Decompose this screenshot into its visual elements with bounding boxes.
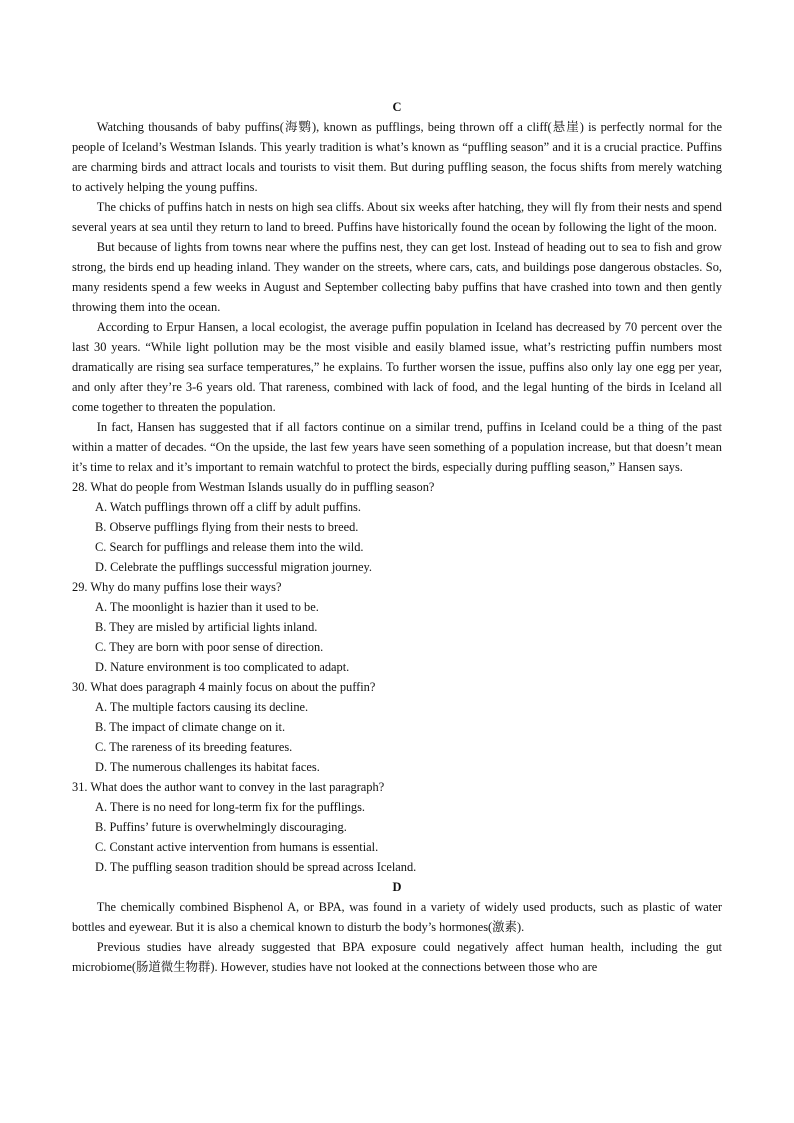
exam-page: [72, 97, 722, 977]
option-a: A. The moonlight is hazier than it used to be.: [95, 600, 319, 614]
section-c-heading: C: [392, 100, 402, 114]
option-d: D. Celebrate the pufflings successful migration journey.: [95, 560, 372, 574]
option-c: C. Constant active intervention from humans is essential.: [95, 840, 379, 854]
option-d: D. The numerous challenges its habitat faces.: [95, 760, 320, 774]
section-d-heading: D: [392, 880, 402, 894]
option-c: C. They are born with poor sense of direction.: [95, 640, 324, 654]
option-b: B. They are misled by artificial lights inland.: [95, 620, 318, 634]
section-c-paragraph-2: The chicks of puffins hatch in nests on high sea cliffs. About six weeks after hatching, they will fly from their nests and spend several years at sea until they return to land to breed. Puffins have historically found the ocean by following the light of the moon.: [72, 200, 722, 234]
section-c-paragraph-4: According to Erpur Hansen, a local ecologist, the average puffin population in Iceland has decreased by 70 percent over the last 30 years. “While light pollution may be the most visible and easily blamed issue, what’s restricting puffin numbers most dramatically are rising sea surface temperatures,” he explains. To further worsen the issue, puffins also only lay one egg per year, and only after they’re 3-6 years old. That rareness, combined with lack of food, and the legal hunting of the birds in Iceland all come together to threaten the population.: [72, 320, 722, 414]
option-a: A. There is no need for long-term fix for the pufflings.: [95, 800, 366, 814]
question-stem: 30. What does paragraph 4 mainly focus on about the puffin?: [72, 680, 376, 694]
question-28: [72, 477, 722, 577]
question-29: [72, 577, 722, 677]
question-stem: 28. What do people from Westman Islands usually do in puffling season?: [72, 480, 435, 494]
question-stem: 29. Why do many puffins lose their ways?: [72, 580, 282, 594]
option-c: C. The rareness of its breeding features.: [95, 740, 293, 754]
option-b: B. The impact of climate change on it.: [95, 720, 286, 734]
section-d-paragraph-1: The chemically combined Bisphenol A, or BPA, was found in a variety of widely used products, such as plastic of water bottles and eyewear. But it is also a chemical known to disturb the body’s hormones(激素).: [72, 900, 722, 934]
section-c-paragraph-5: In fact, Hansen has suggested that if all factors continue on a similar trend, puffins in Iceland could be a thing of the past within a matter of decades. “On the upside, the last few years have seen something of a population increase, but that doesn’t mean it’s time to relax and it’s important to remain watchful to protect the birds, especially during puffling season,” Hansen says.: [72, 420, 722, 474]
section-c-paragraph-1: Watching thousands of baby puffins(海鹦), known as pufflings, being thrown off a cliff(悬崖) is perfectly normal for the people of Iceland’s Westman Islands. This yearly tradition is what’s known as “puffling season” and it is a crucial practice. Puffins are charming birds and attract locals and tourists to visit them. But during puffling season, the focus shifts from merely watching to actively helping the young puffins.: [72, 120, 722, 194]
option-a: A. Watch pufflings thrown off a cliff by adult puffins.: [95, 500, 361, 514]
option-c: C. Search for pufflings and release them into the wild.: [95, 540, 364, 554]
question-31: [72, 777, 722, 877]
question-30: [72, 677, 722, 777]
option-b: B. Puffins’ future is overwhelmingly discouraging.: [95, 820, 347, 834]
option-a: A. The multiple factors causing its decline.: [95, 700, 309, 714]
option-d: D. The puffling season tradition should be spread across Iceland.: [95, 860, 417, 874]
question-stem: 31. What does the author want to convey in the last paragraph?: [72, 780, 385, 794]
option-b: B. Observe pufflings flying from their nests to breed.: [95, 520, 359, 534]
option-d: D. Nature environment is too complicated to adapt.: [95, 660, 350, 674]
section-d-paragraph-2: Previous studies have already suggested that BPA exposure could negatively affect human health, including the gut microbiome(肠道微生物群). However, studies have not looked at the connections between those who are: [72, 940, 722, 974]
section-c-paragraph-3: But because of lights from towns near where the puffins nest, they can get lost. Instead of heading out to sea to fish and grow strong, the birds end up heading inland. They wander on the streets, where cars, cats, and buildings pose dangerous obstacles. So, many residents spend a few weeks in August and September collecting baby puffins that have crashed into town and then gently throwing them into the ocean.: [72, 240, 722, 314]
